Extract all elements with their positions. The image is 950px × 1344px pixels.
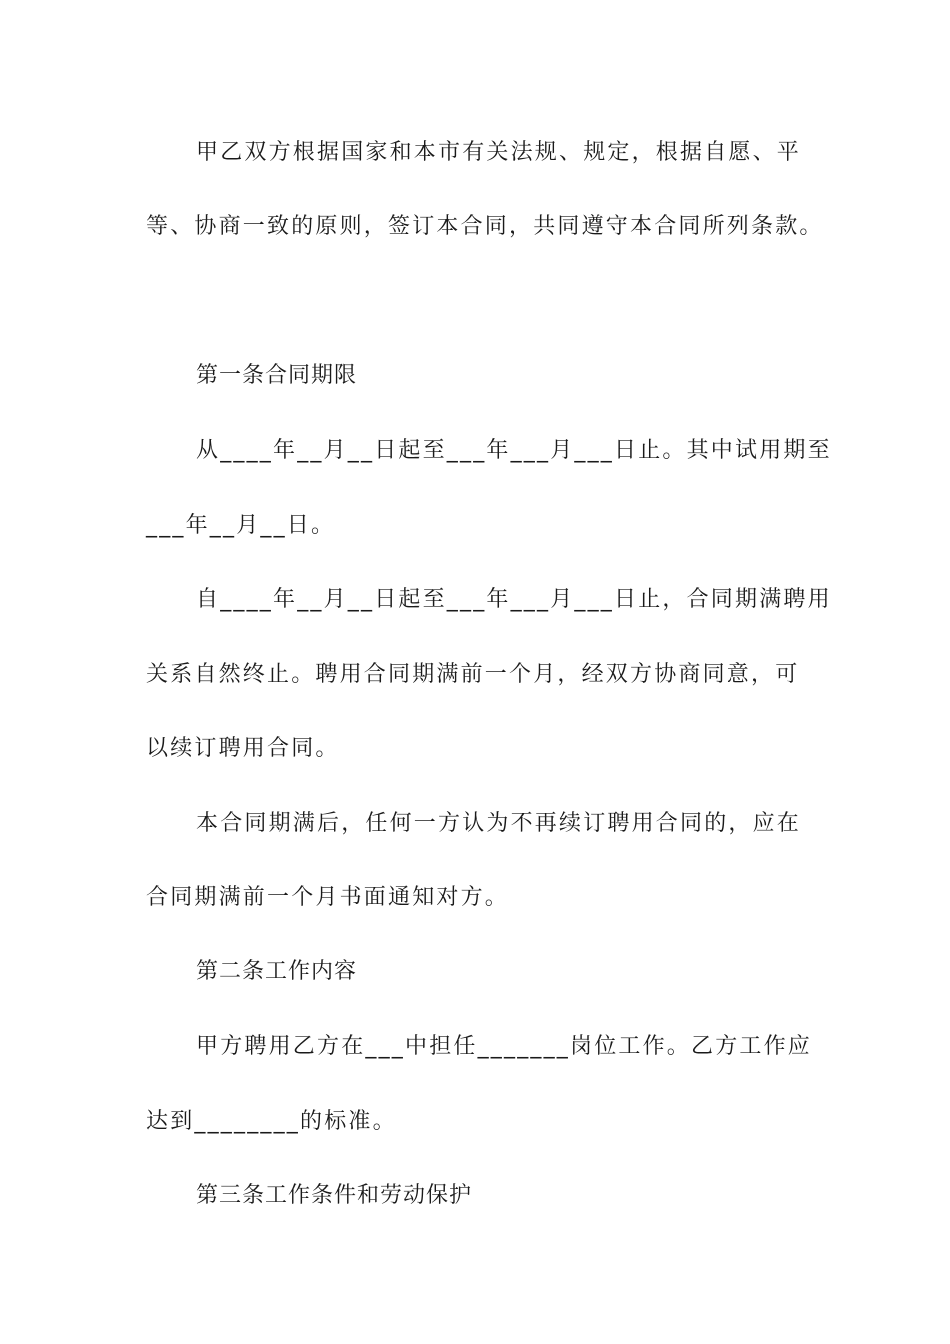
article-2-heading: 第二条工作内容	[196, 959, 358, 984]
article-1-para-2-line-2: 关系自然终止。聘用合同期满前一个月，经双方协商同意，可	[146, 662, 800, 687]
article-1-para-2-line-3: 以续订聘用合同。	[146, 736, 340, 761]
article-2-para-1-line-1: 甲方聘用乙方在___中担任_______岗位工作。乙方工作应	[196, 1034, 813, 1059]
paragraph-intro-line-1: 甲乙双方根据国家和本市有关法规、规定，根据自愿、平	[196, 140, 802, 165]
article-1-para-3-line-1: 本合同期满后，任何一方认为不再续订聘用合同的，应在	[196, 811, 802, 836]
article-3-heading: 第三条工作条件和劳动保护	[196, 1183, 473, 1208]
article-1-para-3-line-2: 合同期满前一个月书面通知对方。	[146, 885, 510, 910]
article-1-para-2-line-1: 自____年__月__日起至___年___月___日止，合同期满聘用	[196, 587, 832, 612]
article-1-para-1-line-2: ___年__月__日。	[146, 513, 336, 538]
article-1-heading: 第一条合同期限	[196, 363, 358, 388]
article-1-para-1-line-1: 从____年__月__日起至___年___月___日止。其中试用期至	[196, 438, 832, 463]
paragraph-intro-line-2: 等、协商一致的原则，签订本合同，共同遵守本合同所列条款。	[146, 214, 824, 239]
article-2-para-1-line-2: 达到________的标准。	[146, 1109, 397, 1134]
